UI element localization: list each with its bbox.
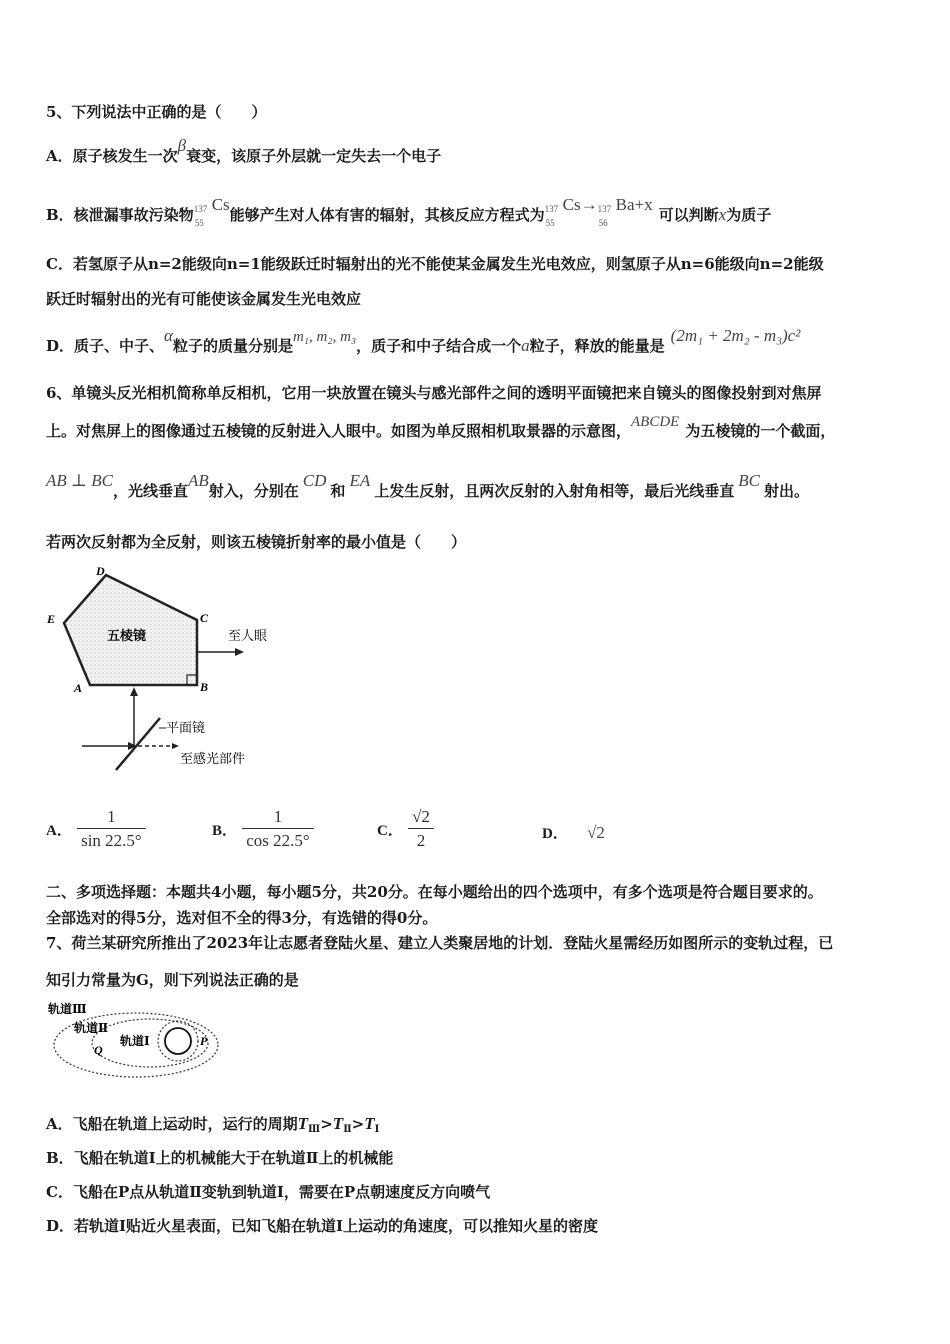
q5-option-c-line2: 跃迁时辐射出的光有可能使该金属发生光电效应: [46, 290, 362, 308]
pentaprism-diagram: [42, 560, 272, 775]
isotope-cs-2: 137 55: [544, 204, 559, 228]
vertex-b: B: [200, 680, 209, 694]
beta-symbol: β: [177, 136, 187, 155]
q6-option-d: D． √2: [542, 823, 605, 842]
orbit3-label: 轨道Ⅲ: [48, 1002, 87, 1016]
q7-option-d: D．若轨道Ⅰ贴近火星表面，已知飞船在轨道Ⅰ上运动的角速度，可以推知火星的密度: [46, 1217, 599, 1235]
q7-option-c: C．飞船在P点从轨道Ⅱ变轨到轨道Ⅰ，需要在P点朝速度反方向喷气: [46, 1183, 491, 1201]
mars: [165, 1028, 191, 1054]
q7-line2: 知引力常量为G，则下列说法正确的是: [46, 971, 299, 989]
point-p: P: [200, 1034, 208, 1048]
q6-line2: 上。对焦屏上的图像通过五棱镜的反射进入人眼中。如图为单反照相机取景器的示意图，ABCDE 为五棱镜的一个截面，: [46, 414, 836, 440]
section2-line2: 全部选对的得5分，选对但不全的得3分，有选错的得0分。: [46, 909, 438, 927]
vertex-a: A: [74, 681, 83, 695]
orbit1-label: 轨道Ⅰ: [120, 1034, 150, 1048]
q5-option-a: A．原子核发生一次β衰变，该原子外层就一定失去一个电子: [46, 136, 442, 165]
sensor-label: 至感光部件: [180, 751, 246, 766]
point-q: Q: [94, 1043, 103, 1057]
q5-option-c-line1: C．若氢原子从n=2能级向n=1能级跃迁时辐射出的光不能使某金属发生光电效应，则氢原子从n=6能级向n=2能级: [46, 255, 824, 273]
orbit2-label: 轨道Ⅱ: [74, 1021, 109, 1035]
q5-option-b: B．核泄漏事故污染物 137 55 Cs能够产生对人体有害的辐射，其核反应方程式为 137 55 Cs→ 137 56 Ba+x可以判断x为质子: [46, 195, 772, 228]
q6-option-c: C． $\frac{√2}{2}$: [377, 806, 434, 853]
q5-stem: 5、下列说法中正确的是（ ）: [46, 103, 267, 121]
prism-label: 五棱镜: [107, 628, 147, 643]
q7-option-a: A．飞船在轨道上运动时，运行的周期$T_Ⅲ>T_Ⅱ>T_Ⅰ$: [46, 1114, 380, 1135]
arrow-up: [130, 687, 138, 696]
q7-option-b: B．飞船在轨道Ⅰ上的机械能大于在轨道Ⅱ上的机械能: [46, 1149, 394, 1167]
q6-line3: AB ⊥ BC，光线垂直AB射入，分别在CD和EA上发生反射，且两次反射的入射角相等，最后光线垂直BC射出。: [46, 471, 809, 500]
vertex-e: E: [47, 612, 56, 626]
isotope-cs-1: 137 55: [193, 204, 208, 228]
vertex-c: C: [200, 611, 209, 625]
q6-line1: 6、单镜头反光相机简称单反相机，它用一块放置在镜头与感光部件之间的透明平面镜把来自镜头的图像投射到对焦屏: [46, 384, 822, 402]
q7-line1: 7、荷兰某研究所推出了2023年让志愿者登陆火星、建立人类聚居地的计划．登陆火星需经历如图所示的变轨过程，已: [46, 934, 834, 952]
q5-option-d: D．质子、中子、α粒子的质量分别是m₁, m₂, m₃，质子和中子结合成一个a粒子，释放的能量是(2m₁ + 2m₂ - m₃)c²: [46, 326, 801, 355]
section2-line1: 二、多项选择题：本题共4小题，每小题5分，共20分。在每小题给出的四个选项中，有多个选项是符合题目要求的。: [46, 883, 823, 901]
q6-option-b: B． $\frac{1}{\cos 22.5^\circ}$: [212, 806, 314, 853]
isotope-ba: 137 56: [597, 204, 612, 228]
q6-option-a: A． $\frac{1}{\sin 22.5^\circ}$: [46, 806, 146, 853]
plane-mirror: [116, 718, 160, 770]
orbit-diagram: [44, 995, 224, 1087]
mirror-label: 平面镜: [166, 720, 206, 735]
to-eye-label: 至人眼: [228, 628, 268, 643]
vertex-d: D: [96, 564, 105, 578]
arrow-to-eye: [235, 648, 244, 656]
q6-line4: 若两次反射都为全反射，则该五棱镜折射率的最小值是（ ）: [46, 533, 467, 551]
